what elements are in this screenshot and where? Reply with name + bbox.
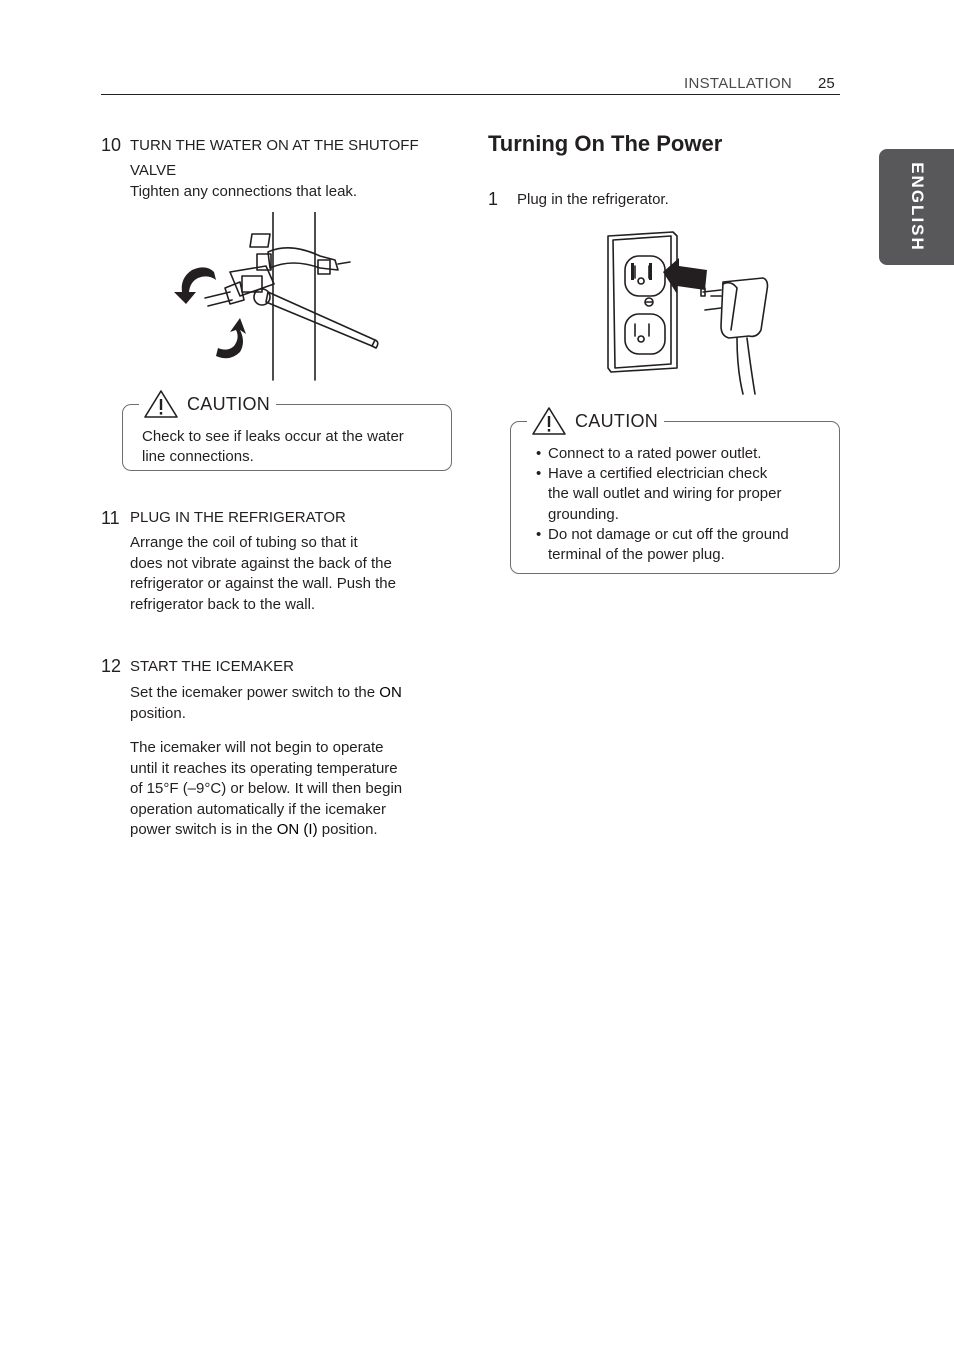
bullet-text: • Do not damage or cut off the ground [548,525,789,543]
text-line: of 15°F (–9°C) or below. It will then begin [130,780,403,797]
on-i-label: ON (I) [276,821,318,838]
text-line [130,820,402,841]
text-line: The icemaker will not begin to operate [130,739,384,756]
on-label: ON [379,684,402,701]
step-10-text: Tighten any connections that leak. [130,183,358,200]
text-line: refrigerator back to the wall. [130,595,316,613]
bullet-text: the wall outlet and wiring for proper [548,485,782,503]
caution-box-water [122,393,452,471]
power-outlet-plug-illustration [605,230,775,396]
text-line: operation automatically if the icemaker [130,800,386,818]
caution-bullet-list [536,444,789,565]
text-line: position. [130,705,186,722]
step-12-paragraph-1 [130,682,402,724]
caution-box-power [510,410,840,574]
section-title: Turning On The Power [488,131,723,156]
header-rule [101,94,840,95]
step-10-title-line2: VALVE [130,162,177,179]
text-span: position. [321,821,378,838]
text-line: refrigerator or against the wall. Push the [130,575,396,592]
bullet-text: Connect to a rated power outlet. [548,445,762,462]
caution-bullet [536,464,789,525]
caution-label: CAUTION [575,410,659,431]
caution-text [142,427,404,467]
caution-label: CAUTION [187,393,271,414]
warning-triangle-icon [531,406,567,436]
step-10-number: 10 [101,135,122,155]
bullet-text: • Have a certified electrician check [548,465,768,483]
text-line: Arrange the coil of tubing so that it [130,534,358,551]
step-12-paragraph-2 [130,738,402,841]
caution-bullet [536,444,789,464]
step-12-number: 12 [101,656,122,676]
header-section-title: INSTALLATION [684,75,793,92]
caution-line: Check to see if leaks occur at the water [142,428,404,445]
text-line [130,682,402,703]
text-span: Set the icemaker power switch to the [130,684,376,701]
warning-triangle-icon [143,389,179,419]
text-line: does not vibrate against the back of the [130,554,392,572]
text-span: power switch is in the [130,821,273,838]
bullet-text: terminal of the power plug. [548,546,725,564]
step-12-title: START THE ICEMAKER [130,658,294,675]
language-tab [879,149,954,265]
language-tab-label: ENGLISH [907,162,927,252]
caution-header [527,406,664,436]
step-1-text: Plug in the refrigerator. [517,191,669,208]
step-10-title-line1: TURN THE WATER ON AT THE SHUTOFF [130,137,419,154]
step-11-number: 11 [101,508,120,528]
bullet-text: grounding. [548,505,619,523]
step-11-text [130,533,396,615]
caution-header [139,389,276,419]
page-number: 25 [818,75,835,92]
water-valve-illustration [170,212,385,384]
text-line: until it reaches its operating temperature [130,759,398,777]
step-1-number: 1 [488,189,499,209]
step-11-title: PLUG IN THE REFRIGERATOR [130,509,346,526]
caution-bullet [536,525,789,565]
caution-line: line connections. [142,448,254,466]
